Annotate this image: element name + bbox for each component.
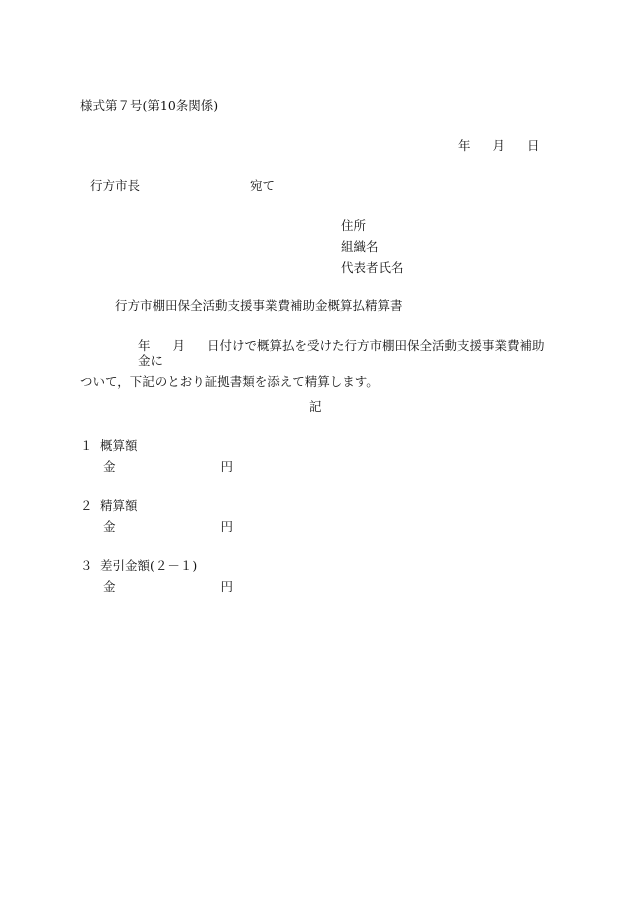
body-line-1-text: 日付けで概算払を受けた行方市棚田保全活動支援事業費補助金に bbox=[138, 338, 545, 368]
item-number: １ bbox=[80, 438, 93, 453]
date-month-label: 月 bbox=[492, 138, 506, 153]
ki-heading: 記 bbox=[309, 399, 322, 414]
item-heading-difference bbox=[80, 558, 197, 573]
address-label: 住所 bbox=[341, 218, 367, 233]
item-number: ２ bbox=[80, 498, 93, 513]
item-heading-estimated bbox=[80, 438, 138, 453]
item-label: 精算額 bbox=[100, 498, 138, 513]
date-year-label: 年 bbox=[458, 138, 471, 153]
body-paragraph bbox=[80, 338, 550, 389]
item-heading-settled bbox=[80, 498, 138, 513]
item-label: 差引金額(２－１) bbox=[100, 558, 198, 573]
amount-prefix: 金 bbox=[103, 459, 116, 474]
document-title: 行方市棚田保全活動支援事業費補助金概算払精算書 bbox=[115, 298, 403, 313]
addressee-line bbox=[90, 178, 275, 193]
item-label: 概算額 bbox=[100, 438, 138, 453]
applicant-block bbox=[341, 218, 404, 281]
item-number: ３ bbox=[80, 558, 93, 573]
amount-unit: 円 bbox=[220, 459, 234, 474]
organization-label: 組織名 bbox=[341, 239, 379, 254]
addressee-name: 行方市長 bbox=[90, 178, 141, 193]
amount-row-difference bbox=[103, 579, 233, 594]
date-line bbox=[458, 138, 540, 153]
amount-row-settled bbox=[103, 519, 233, 534]
form-number: 様式第７号(第10条関係) bbox=[80, 98, 219, 113]
representative-label: 代表者氏名 bbox=[341, 260, 404, 275]
date-day-label: 日 bbox=[527, 138, 540, 153]
amount-prefix: 金 bbox=[103, 519, 116, 534]
body-month-label: 月 bbox=[172, 338, 186, 353]
amount-unit: 円 bbox=[220, 579, 234, 594]
amount-row-estimated bbox=[103, 459, 233, 474]
addressee-suffix: 宛て bbox=[250, 178, 276, 193]
body-line-2: ついて，下記のとおり証拠書類を添えて精算します。 bbox=[80, 374, 379, 389]
amount-prefix: 金 bbox=[103, 579, 116, 594]
body-year-label: 年 bbox=[138, 338, 151, 353]
body-line-1 bbox=[80, 338, 550, 368]
amount-unit: 円 bbox=[220, 519, 234, 534]
